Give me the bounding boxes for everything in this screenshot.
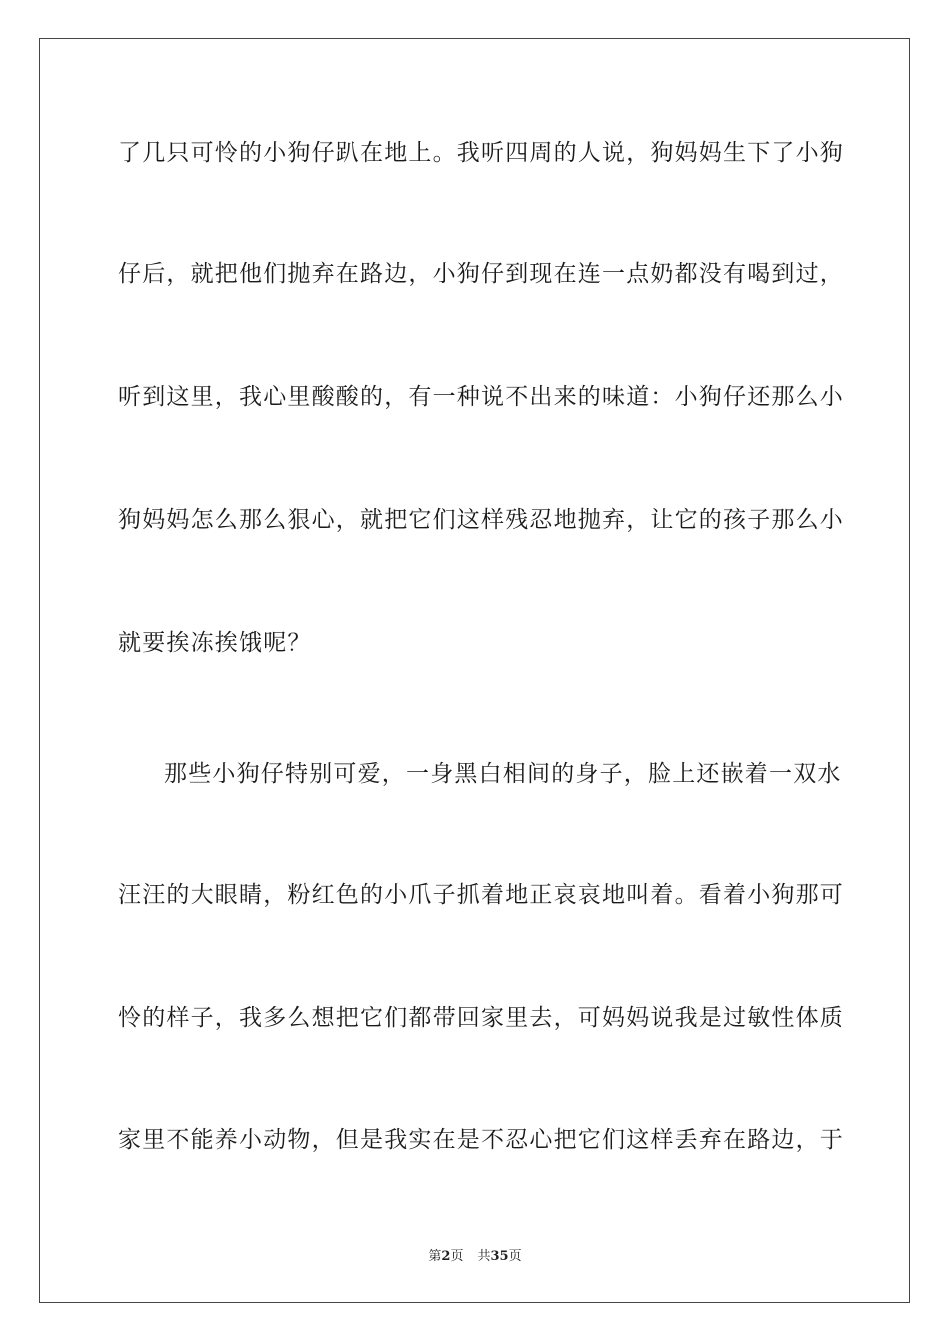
body-line-4: 狗妈妈怎么那么狠心，就把它们这样残忍地抛弃，让它的孩子那么小 bbox=[118, 507, 844, 533]
body-line-9: 家里不能养小动物，但是我实在是不忍心把它们这样丢弃在路边，于 bbox=[118, 1127, 844, 1153]
page-number: 2 bbox=[441, 1249, 451, 1264]
body-line-3: 听到这里，我心里酸酸的，有一种说不出来的味道：小狗仔还那么小 bbox=[118, 384, 844, 410]
body-line-6: 那些小狗仔特别可爱，一身黑白相间的身子，脸上还嵌着一双水 bbox=[164, 761, 842, 787]
page-suffix: 页 bbox=[450, 1249, 464, 1264]
total-prefix: 共 bbox=[477, 1249, 491, 1264]
total-suffix: 页 bbox=[508, 1249, 522, 1264]
body-line-2: 仔后，就把他们抛弃在路边，小狗仔到现在连一点奶都没有喝到过， bbox=[118, 261, 844, 287]
body-line-8: 怜的样子，我多么想把它们都带回家里去，可妈妈说我是过敏性体质 bbox=[118, 1005, 844, 1031]
body-line-5: 就要挨冻挨饿呢？ bbox=[118, 630, 312, 656]
body-line-1: 了几只可怜的小狗仔趴在地上。我听四周的人说，狗妈妈生下了小狗 bbox=[118, 140, 844, 166]
page-footer bbox=[0, 1248, 950, 1266]
page-border bbox=[39, 38, 910, 1303]
body-line-7: 汪汪的大眼睛，粉红色的小爪子抓着地正哀哀地叫着。看着小狗那可 bbox=[118, 882, 844, 908]
page-prefix: 第 bbox=[428, 1249, 442, 1264]
total-pages: 35 bbox=[490, 1249, 509, 1264]
